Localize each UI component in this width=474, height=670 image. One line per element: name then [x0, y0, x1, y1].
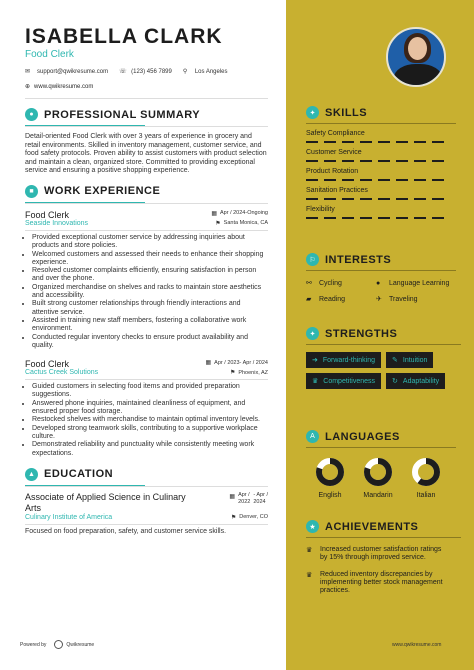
achievements-header: [306, 520, 461, 533]
job-location-text: Santa Monica, CA: [223, 220, 268, 227]
phone-text: (123) 456 7899: [131, 69, 172, 75]
education-header: [25, 468, 268, 481]
interest-item: [306, 296, 376, 304]
calendar-icon: ▦: [229, 493, 236, 500]
star-icon: ★: [306, 520, 319, 533]
achievement-text: Reduced inventory discrepancies by implementing better stock management practices.: [320, 570, 443, 595]
experience-header: [25, 185, 268, 198]
achievement-item: [306, 546, 461, 563]
job-title: Food Clerk: [25, 359, 70, 370]
calendar-icon: ▦: [205, 360, 212, 367]
education-dates: [229, 492, 268, 506]
arrow-right-icon: ➜: [312, 357, 318, 364]
avatar: [386, 27, 446, 87]
education-location-text: Denver, CO: [239, 514, 268, 521]
list-item: • Organized merchandise on shelves and racks to maintain store aesthetics and accessibility.: [32, 284, 268, 301]
sidebar-rule: [306, 270, 456, 271]
powered-by-text: Powered by: [20, 641, 47, 648]
achievements-title: ACHIEVEMENTS: [325, 520, 419, 533]
globe-icon: ⊕: [25, 84, 31, 90]
job-sub: [25, 220, 268, 227]
interest-item: [306, 280, 376, 288]
date-part: - Apr /: [253, 491, 268, 498]
language-item: [306, 457, 354, 499]
email-text: support@qwikresume.com: [37, 69, 109, 75]
interest-label: Reading: [319, 296, 346, 303]
job-entry: [25, 359, 268, 458]
footer: [20, 640, 94, 649]
skill-name: Sanitation Practices: [306, 187, 368, 194]
sidebar-rule: [306, 537, 461, 538]
skill-item: [306, 130, 456, 143]
mail-icon: ✉: [25, 69, 31, 75]
skill-dashes: [306, 179, 456, 181]
skills-header: [306, 106, 456, 119]
job-dates: [211, 210, 268, 217]
trophy-icon: ♛: [312, 378, 319, 385]
skill-item: [306, 187, 456, 200]
list-item: • Resolved customer complaints efficiently, ensuring satisfaction in person and over the phone.: [32, 267, 268, 284]
job-divider: [25, 230, 268, 231]
job-entry: [25, 210, 268, 350]
interest-label: Language Learning: [389, 280, 450, 287]
list-item: • Welcomed customers and assessed their needs to enhance their shopping experience.: [32, 251, 268, 268]
education-entry: [25, 492, 268, 537]
education-dates-col2: [253, 492, 268, 506]
list-item: • Conducted regular inventory checks to ensure product availability and quality.: [32, 334, 268, 351]
avatar-face: [408, 37, 427, 60]
skill-name: Product Rotation: [306, 168, 359, 175]
website-row[interactable]: [25, 83, 268, 90]
achievement-item: [306, 571, 461, 596]
sidebar-rule: [306, 344, 461, 345]
job-dates: [206, 359, 269, 366]
lightbulb-icon: ✦: [306, 327, 319, 340]
pin-icon: ⚑: [229, 370, 236, 377]
plane-icon: ✈: [376, 296, 382, 303]
summary-text: Detail-oriented Food Clerk with over 3 years of experience in grocery and retail environments. Skilled in inventory management, customer service, and food safety protocols. Proven ability to assist customers with product selection and maintain a clean, organized store. Committed to providing exceptional service and ensuring a positive shopping experience.: [25, 133, 267, 175]
interests-header: [306, 253, 456, 266]
achievements-section: [306, 520, 461, 595]
pin-icon: ⚑: [230, 514, 237, 521]
pin-icon: ⚑: [215, 220, 221, 227]
date-part: 2024: [253, 498, 266, 505]
strength-tag: [386, 373, 445, 389]
strength-tag: [386, 352, 433, 368]
languages-title: LANGUAGES: [325, 430, 400, 443]
contact-email[interactable]: [25, 69, 108, 75]
bicycle-icon: ⚯: [306, 280, 312, 287]
list-item: • Assisted in training new staff members, fostering a collaborative work environment.: [32, 317, 268, 334]
job-top: [25, 359, 268, 369]
skill-name: Customer Service: [306, 149, 362, 156]
degree-title: Associate of Applied Science in Culinary Arts: [25, 491, 186, 513]
strengths-section: [306, 327, 461, 394]
header-divider: [25, 98, 268, 99]
sidebar-rule: [306, 447, 456, 448]
achievement-text: Increased customer satisfaction ratings by 15% through improved service.: [320, 546, 442, 562]
avatar-body: [394, 64, 442, 87]
job-location-text: Phoenix, AZ: [238, 369, 268, 376]
education-sub: [25, 514, 268, 521]
graduation-cap-icon: ▲: [25, 468, 38, 481]
section-rule-light: [25, 126, 268, 127]
book-icon: ▰: [306, 296, 312, 303]
interest-label: Traveling: [389, 296, 418, 303]
location-icon: ⚲: [182, 69, 188, 75]
languages-list: [306, 457, 456, 499]
strength-label: Intuition: [402, 356, 428, 364]
education-dates-col1: [238, 492, 250, 506]
list-item: • Built strong customer relationships through friendly interactions and attentive service.: [32, 300, 268, 317]
person-icon: ●: [25, 108, 38, 121]
education-title: EDUCATION: [44, 468, 114, 481]
language-name: Mandarin: [363, 492, 393, 499]
job-sub: [25, 369, 268, 376]
job-dates-text: Apr / 2023- Apr / 2024: [214, 359, 268, 366]
trophy-icon: ♛: [306, 547, 313, 554]
skill-dashes: [306, 198, 456, 200]
language-ring: [411, 457, 441, 487]
date-part: Apr /: [238, 491, 250, 498]
job-dates-text: Apr / 2024-Ongoing: [219, 210, 268, 217]
interests-grid: [306, 280, 456, 304]
list-item: • Guided customers in selecting food items and provided preparation suggestions.: [32, 383, 268, 400]
job-company: Seaside Innovations: [25, 219, 89, 227]
language-ring: [363, 457, 393, 487]
section-rule-light: [25, 203, 268, 204]
flag-icon: ⚐: [306, 253, 319, 266]
education-detail: Focused on food preparation, safety, and customer service skills.: [25, 527, 227, 535]
candidate-role: Food Clerk: [25, 49, 74, 60]
contact-phone[interactable]: [119, 69, 172, 75]
language-item: [354, 457, 402, 499]
trophy-icon: ♛: [306, 571, 313, 579]
date-part: 2022: [238, 498, 251, 505]
phone-icon: ☏: [119, 69, 127, 75]
interest-item: [376, 296, 456, 304]
skill-item: [306, 149, 456, 162]
job-bullets: [25, 234, 268, 350]
job-location: [215, 220, 268, 227]
pencil-icon: ✎: [392, 357, 398, 364]
experience-title: WORK EXPERIENCE: [44, 185, 161, 198]
job-title: Food Clerk: [25, 209, 70, 220]
skill-name: Flexibility: [306, 206, 335, 213]
location-text: Los Angeles: [194, 69, 228, 75]
languages-section: [306, 430, 456, 499]
language-name: English: [318, 492, 342, 499]
language-ring: [315, 457, 345, 487]
strength-label: Competitiveness: [323, 377, 376, 385]
strength-label: Forward-thinking: [322, 356, 376, 364]
education-location: [231, 514, 268, 521]
interests-title: INTERESTS: [325, 253, 392, 266]
calendar-icon: ▦: [211, 210, 217, 217]
language-name: Italian: [416, 492, 436, 499]
skill-name: Safety Compliance: [306, 130, 365, 137]
interests-section: [306, 253, 456, 304]
strength-label: Adaptability: [402, 377, 440, 385]
skill-item: [306, 206, 456, 219]
candidate-name: ISABELLA CLARK: [25, 25, 223, 48]
interest-item: [376, 280, 456, 288]
strength-tag: [306, 373, 381, 389]
contact-row: [25, 69, 268, 75]
list-item: • Provided exceptional customer service by addressing inquiries about products and store policies.: [32, 234, 268, 251]
footer-url[interactable]: www.qwikresume.com: [392, 642, 442, 648]
summary-header: [25, 108, 268, 121]
skills-section: [306, 106, 456, 219]
globe-icon: ●: [376, 280, 381, 287]
strength-tag: [306, 352, 381, 368]
section-rule-light: [25, 486, 268, 487]
skill-item: [306, 168, 456, 181]
education-top: [25, 492, 268, 514]
refresh-icon: ↻: [392, 378, 398, 385]
skills-title: SKILLS: [325, 106, 368, 119]
skill-dashes: [306, 141, 456, 143]
list-item: • Demonstrated reliability and punctuality while consistently meeting work expectations.: [32, 441, 268, 458]
job-company: Cactus Creek Solutions: [25, 369, 99, 377]
skill-dashes: [306, 160, 456, 162]
brand-text[interactable]: Qwikresume: [66, 641, 95, 648]
job-bullets: [25, 383, 268, 458]
job-divider: [25, 379, 268, 380]
sidebar-column: [286, 0, 474, 670]
skill-dashes: [306, 217, 456, 219]
education-divider: [25, 524, 268, 525]
list-item: • Restocked shelves with merchandise to maintain optimal inventory levels.: [32, 416, 268, 424]
list-item: • Developed strong teamwork skills, contributing to a supportive workplace culture.: [32, 425, 268, 442]
briefcase-icon: ■: [25, 185, 38, 198]
summary-title: PROFESSIONAL SUMMARY: [44, 108, 201, 121]
qwikresume-logo-icon: [54, 640, 63, 649]
translate-icon: A: [306, 430, 319, 443]
website-text: www.qwikresume.com: [34, 83, 94, 90]
school-name: Culinary Institute of America: [25, 513, 113, 521]
contact-location: [183, 69, 228, 75]
language-item: [402, 457, 450, 499]
languages-header: [306, 430, 456, 443]
job-top: [25, 210, 268, 220]
list-item: • Answered phone inquiries, maintained cleanliness of equipment, and ensured proper food storage.: [32, 400, 268, 417]
strengths-title: STRENGTHS: [325, 327, 398, 340]
lightbulb-icon: ✦: [306, 106, 319, 119]
interest-label: Cycling: [319, 280, 342, 287]
strengths-header: [306, 327, 461, 340]
sidebar-rule: [306, 123, 456, 124]
job-location: [230, 369, 268, 376]
strength-tags: [306, 352, 461, 394]
